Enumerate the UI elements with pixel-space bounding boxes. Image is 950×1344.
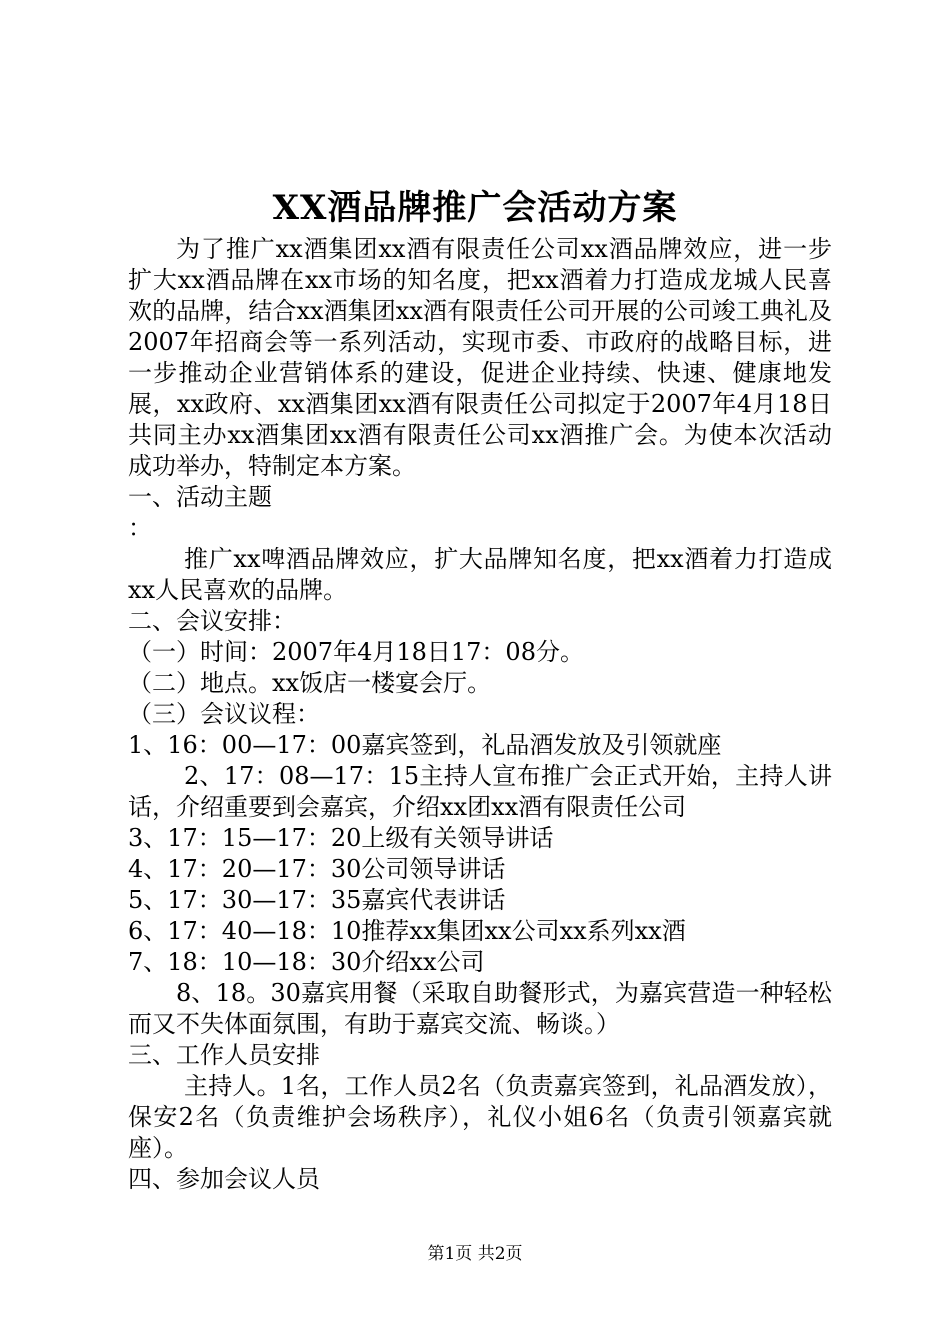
- section-heading-theme: 一、活动主题: [128, 483, 272, 511]
- agenda-item-5: 5、17：30—17：35嘉宾代表讲话: [128, 886, 506, 914]
- section-heading-attendees: 四、参加会议人员: [128, 1165, 320, 1193]
- document-body: [128, 234, 832, 1195]
- section-heading-staff: 三、工作人员安排: [128, 1041, 320, 1069]
- arrangement-agenda-heading: （三）会议议程：: [128, 700, 320, 728]
- staff-paragraph: 主持人。1名，工作人员2名（负责嘉宾签到，礼品酒发放），保安2名（负责维护会场秩序），礼仪小姐6名（负责引领嘉宾就座）。: [128, 1072, 832, 1162]
- agenda-item-4: 4、17：20—17：30公司领导讲话: [128, 855, 506, 883]
- arrangement-location: （二）地点。xx饭店一楼宴会厅。: [128, 669, 492, 697]
- page-footer: 第1页 共2页: [427, 1244, 523, 1264]
- agenda-item-2: 2、17：08—17：15主持人宣布推广会正式开始，主持人讲话，介绍重要到会嘉宾，介绍xx团xx酒有限责任公司: [128, 762, 832, 821]
- theme-paragraph: 推广xx啤酒品牌效应，扩大品牌知名度，把xx酒着力打造成xx人民喜欢的品牌。: [128, 545, 832, 604]
- section-heading-arrangement: 二、会议安排：: [128, 607, 296, 635]
- agenda-item-3: 3、17：15—17：20上级有关领导讲话: [128, 824, 554, 852]
- agenda-item-1: 1、16：00—17：00嘉宾签到，礼品酒发放及引领就座: [128, 731, 722, 759]
- agenda-item-7: 7、18：10—18：30介绍xx公司: [128, 948, 485, 976]
- arrangement-time: （一）时间：2007年4月18日17：08分。: [128, 638, 584, 666]
- document-title: XX酒品牌推广会活动方案: [272, 188, 678, 228]
- intro-paragraph: 为了推广xx酒集团xx酒有限责任公司xx酒品牌效应，进一步扩大xx酒品牌在xx市场的知名度，把xx酒着力打造成龙城人民喜欢的品牌，结合xx酒集团xx酒有限责任公司开展的公司竣工典礼及2007年招商会等一系列活动，实现市委、市政府的战略目标，进一步推动企业营销体系的建设，促进企业持续、快速、健康地发展，xx政府、xx酒集团xx酒有限责任公司拟定于2007年4月18日共同主办xx酒集团xx酒有限责任公司xx酒推广会。为使本次活动成功举办，特制定本方案。: [128, 235, 832, 480]
- agenda-item-8: 8、18。30嘉宾用餐（采取自助餐形式，为嘉宾营造一种轻松而又不失体面氛围，有助于嘉宾交流、畅谈。）: [128, 979, 832, 1038]
- agenda-item-6: 6、17：40—18：10推荐xx集团xx公司xx系列xx酒: [128, 917, 686, 945]
- theme-colon: ：: [128, 514, 152, 542]
